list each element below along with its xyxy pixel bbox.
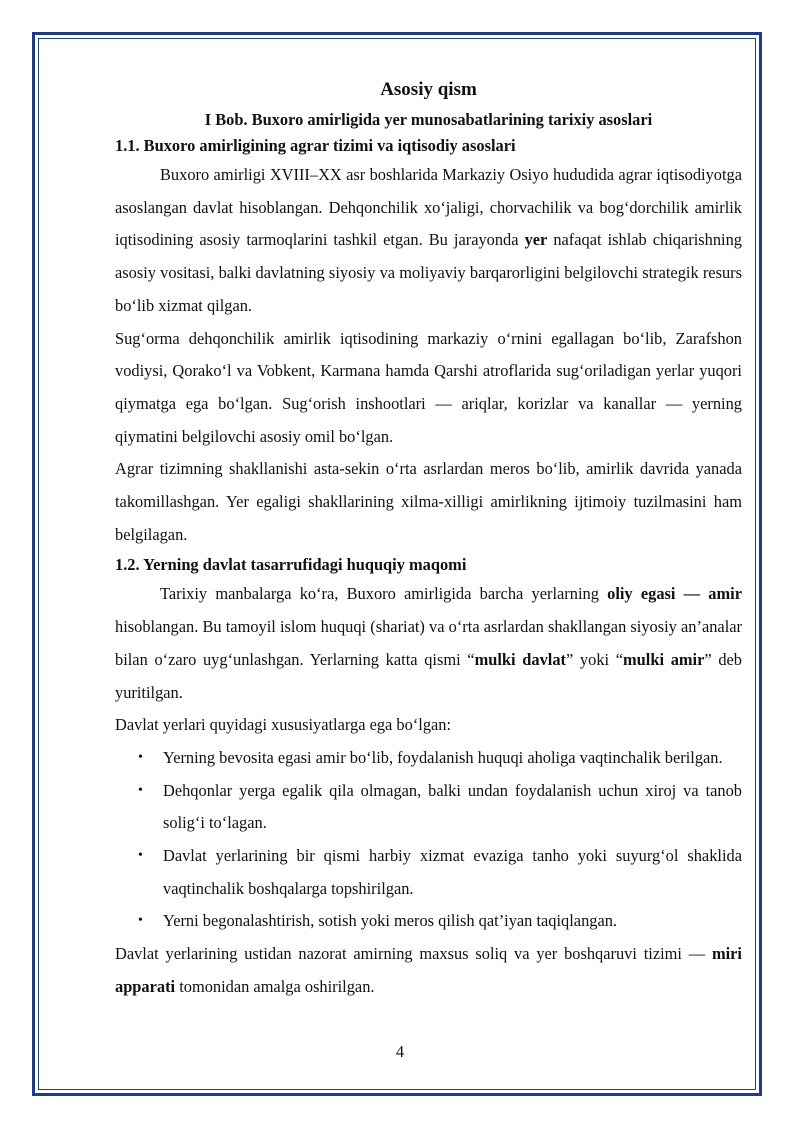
paragraph-6-text-b: tomonidan amalga oshirilgan. [175,976,375,996]
paragraph-2: Sug‘orma dehqonchilik amirlik iqtisodining markaziy o‘rnini egallagan bo‘lib, Zarafshon vodiysi, Qorako‘l va Vobkent, Karmana hamda Qarshi atroflarida sug‘oriladigan yerlar yuqori qiymatga ega bo‘lgan. Sug‘orish inshootlari — ariqlar, korizlar va kanallar — yerning qiymatini belgilovchi asosiy omil bo‘lgan. [115,328,742,446]
bullet-icon: • [138,749,143,765]
list-item [115,742,742,775]
list-item [115,840,742,905]
document-page [115,78,742,1004]
paragraph-5: Davlat yerlari quyidagi xususiyatlarga ega bo‘lgan: [115,715,452,735]
paragraph-1-bold-yer: yer [524,230,548,250]
paragraph-4 [115,578,742,709]
paragraph-6-text-a: Davlat yerlarining ustidan nazorat amirning maxsus soliq va yer boshqaruvi tizimi — [115,944,712,964]
paragraph-4-text-b: hisoblangan. Bu tamoyil islom huquqi (shariat) va o‘rta asrlardan shakllangan siyosiy an’analar bilan o‘zaro uyg‘unlashgan. Yerlarning katta qismi “ [115,617,742,669]
paragraph-4-text-a: Tarixiy manbalarga ko‘ra, Buxoro amirligida barcha yerlarning [160,584,608,604]
bullet-list [115,742,742,938]
paragraph-1-text-a: Buxoro amirligi XVIII–XX asr boshlarida Markaziy Osiyo hududida agrar iqtisodiyotga asoslangan davlat hisoblangan. Dehqonchilik xo‘jaligi, chorvachilik va bog‘dorchilik amirlik iqtisodining asosiy tarmoqlarini tashkil etgan. Bu jarayonda [115,165,742,250]
bullet-icon: • [138,782,143,798]
paragraph-4-text-c: ” yoki “ [565,649,624,669]
list-item-text: Yerning bevosita egasi amir bo‘lib, foydalanish huquqi aholiga vaqtinchalik berilgan. [163,747,723,767]
paragraph-4-bold-mulki-davlat: mulki davlat [474,649,566,669]
paragraph-3: Agrar tizimning shakllanishi asta-sekin o‘rta asrlardan meros bo‘lib, amirlik davrida yanada takomillashgan. Yer egaligi shakllarining xilma-xilligi amirlikning ijtimoiy tuzilmasini ham belgilagan. [115,459,742,544]
paragraph-4-bold-mulki-amir: mulki amir [623,649,705,669]
list-item-text: Dehqonlar yerga egalik qila olmagan, balki undan foydalanish uchun xiroj va tanob solig‘i to‘lagan. [163,780,742,833]
paragraph-4-text-d: ” deb yuritilgan. [115,649,743,702]
list-item-text: Davlat yerlarining bir qismi harbiy xizmat evaziga tanho yoki suyurg‘ol shaklida vaqtinchalik boshqalarga topshirilgan. [163,846,742,898]
paragraph-4-bold-oliy-egasi: oliy egasi — amir [607,584,742,604]
page-number: 4 [395,1042,405,1061]
list-item-text: Yerni begonalashtirish, sotish yoki meros qilish qat’iyan taqiqlangan. [163,911,618,931]
chapter-heading: I Bob. Buxoro amirligida yer munosabatlarining tarixiy asoslari [204,110,653,129]
section-heading-1-2: 1.2. Yerning davlat tasarrufidagi huquqiy maqomi [115,555,467,575]
bullet-icon: • [138,913,143,929]
list-item [115,905,742,938]
paragraph-6 [115,938,742,1003]
bullet-icon: • [138,848,143,864]
document-title: Asosiy qism [380,79,477,100]
paragraph-1-text-b: nafaqat ishlab chiqarishning asosiy vositasi, balki davlatning siyosiy va moliyaviy barqarorligini belgilovchi strategik resurs bo‘lib xizmat qilgan. [115,230,742,315]
paragraph-6-bold-miri-apparati: miri apparati [115,944,742,996]
list-item [115,775,742,840]
section-heading-1-1: 1.1. Buxoro amirligining agrar tizimi va iqtisodiy asoslari [115,136,516,155]
paragraph-1 [115,159,742,323]
